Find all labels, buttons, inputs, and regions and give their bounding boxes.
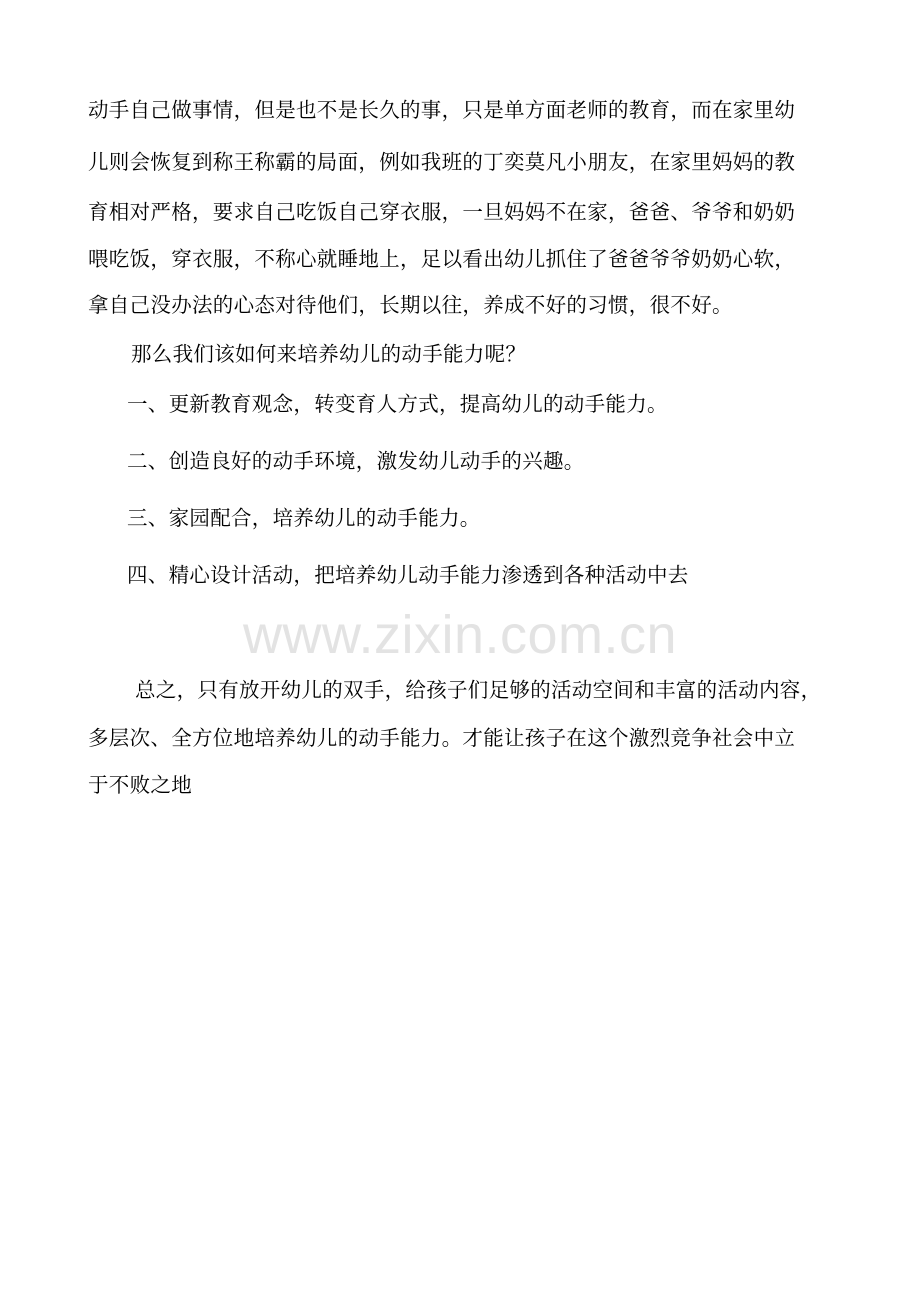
- list-item: 三、家园配合，培养幼儿的动手能力。: [127, 506, 481, 530]
- conclusion-line: 多层次、全方位地培养幼儿的动手能力。才能让孩子在这个激烈竞争社会中立: [88, 726, 796, 750]
- conclusion-line: 于不败之地: [88, 773, 192, 797]
- list-item: 一、更新教育观念，转变育人方式，提高幼儿的动手能力。: [127, 392, 668, 416]
- list-item: 二、创造良好的动手环境，激发幼儿动手的兴趣。: [127, 449, 585, 473]
- paragraph-line: 育相对严格，要求自己吃饭自己穿衣服，一旦妈妈不在家，爸爸、爷爷和奶奶: [88, 200, 796, 224]
- question-line: 那么我们该如何来培养幼儿的动手能力呢？: [131, 342, 527, 366]
- paragraph-line: 动手自己做事情，但是也不是长久的事，只是单方面老师的教育，而在家里幼: [88, 98, 796, 122]
- watermark: www.zixin.com.cn: [242, 605, 678, 665]
- paragraph-line: 喂吃饭，穿衣服，不称心就睡地上，足以看出幼儿抓住了爸爸爷爷奶奶心软，: [88, 247, 796, 271]
- paragraph-line: 拿自己没办法的心态对待他们，长期以往，养成不好的习惯，很不好。: [88, 293, 733, 317]
- conclusion-line: 总之，只有放开幼儿的双手，给孩子们足够的活动空间和丰富的活动内容，: [135, 678, 822, 702]
- paragraph-line: 儿则会恢复到称王称霸的局面，例如我班的丁奕莫凡小朋友，在家里妈妈的教: [88, 150, 796, 174]
- list-item: 四、精心设计活动，把培养幼儿动手能力渗透到各种活动中去: [127, 563, 689, 587]
